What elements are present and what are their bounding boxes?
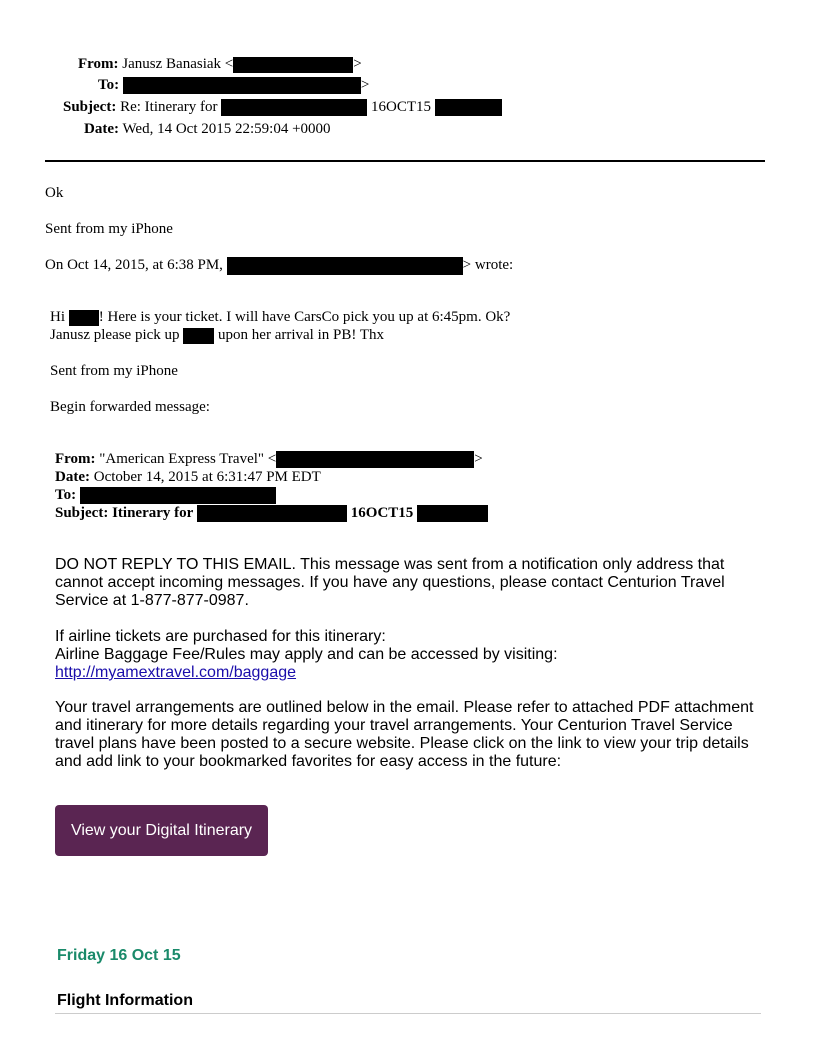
view-digital-itinerary-button[interactable]: View your Digital Itinerary	[55, 805, 268, 856]
forward-line2-end: upon her arrival in PB! Thx	[218, 327, 384, 343]
fwd-subject-label: Subject: Itinerary for	[55, 505, 194, 521]
header-from-row	[78, 55, 362, 73]
notice-paragraph-3: Your travel arrangements are outlined below in the email. Please refer to attached PDF attachment and itinerary for more details regarding your travel arrangements. Your Centurion Travel Service travel plans have been posted to a secure website. Please click on the link to view your trip details and add link to your bookmarked favorites for easy access in the future:	[55, 699, 754, 770]
redacted-to-email	[123, 77, 361, 94]
redacted-fwd-from-email	[276, 451, 474, 468]
itinerary-date-heading: Friday 16 Oct 15	[57, 947, 181, 964]
from-label: From:	[78, 56, 119, 72]
fwd-date-label: Date:	[55, 469, 90, 485]
date-value: Wed, 14 Oct 2015 22:59:04 +0000	[122, 121, 331, 137]
fwd-to-row	[55, 486, 276, 504]
forward-signature: Sent from my iPhone	[50, 363, 178, 379]
header-divider	[45, 160, 765, 162]
fwd-from-row	[55, 450, 483, 468]
date-label: Date:	[84, 121, 119, 137]
quote-suffix: > wrote:	[462, 257, 514, 273]
forward-line1-rest: ! Here is your ticket. I will have CarsCo pick you up at 6:45pm. Ok?	[98, 309, 511, 325]
fwd-date-row	[55, 468, 321, 486]
fwd-subject-row	[55, 504, 488, 522]
forward-line-2	[50, 326, 384, 344]
fwd-from-value: "American Express Travel" <	[99, 451, 277, 467]
subject-code: 16OCT15	[371, 99, 432, 115]
reply-signature: Sent from my iPhone	[45, 221, 173, 237]
fwd-from-close: >	[474, 451, 483, 467]
quote-prefix: On Oct 14, 2015, at 6:38 PM,	[45, 257, 223, 273]
baggage-rules: Airline Baggage Fee/Rules may apply and can be accessed by visiting:	[55, 646, 558, 663]
fwd-to-label: To:	[55, 487, 77, 503]
quote-attribution	[45, 256, 513, 275]
forward-hi: Hi	[50, 309, 65, 325]
from-close: >	[353, 56, 362, 72]
forward-line2-start: Janusz please pick up	[50, 327, 180, 343]
redacted-quote-sender	[227, 257, 463, 275]
baggage-link[interactable]: http://myamextravel.com/baggage	[55, 664, 297, 681]
from-name: Janusz Banasiak <	[122, 56, 234, 72]
redacted-fwd-subject-name	[197, 505, 347, 522]
redacted-subject-extra	[435, 99, 502, 116]
subject-label: Subject:	[63, 99, 117, 115]
redacted-passenger-name	[183, 328, 214, 344]
notice-paragraph-1: DO NOT REPLY TO THIS EMAIL. This message was sent from a notification only address that cannot accept incoming messages. If you have any questions, please contact Centurion Travel Service at 1-877-877-0987.	[55, 556, 725, 609]
header-to-row	[98, 76, 369, 94]
redacted-recipient-name	[69, 310, 99, 326]
header-date-row	[84, 120, 331, 138]
section-divider	[55, 1013, 761, 1014]
begin-forwarded: Begin forwarded message:	[50, 399, 210, 415]
forward-line-1	[50, 308, 510, 326]
to-close: >	[360, 77, 370, 93]
redacted-fwd-subject-extra	[417, 505, 488, 522]
notice-paragraph-2	[55, 628, 755, 682]
redacted-from-email	[233, 57, 353, 73]
to-label: To:	[98, 77, 120, 93]
reply-ok: Ok	[45, 185, 64, 201]
redacted-subject-name	[221, 99, 367, 116]
redacted-fwd-to-email	[80, 487, 276, 504]
header-subject-row	[63, 98, 502, 116]
baggage-intro: If airline tickets are purchased for this itinerary:	[55, 628, 386, 645]
fwd-from-label: From:	[55, 451, 96, 467]
subject-prefix: Re: Itinerary for	[120, 99, 218, 115]
fwd-date-value: October 14, 2015 at 6:31:47 PM EDT	[93, 469, 321, 485]
fwd-subject-code: 16OCT15	[350, 505, 414, 521]
flight-information-heading: Flight Information	[57, 992, 193, 1009]
